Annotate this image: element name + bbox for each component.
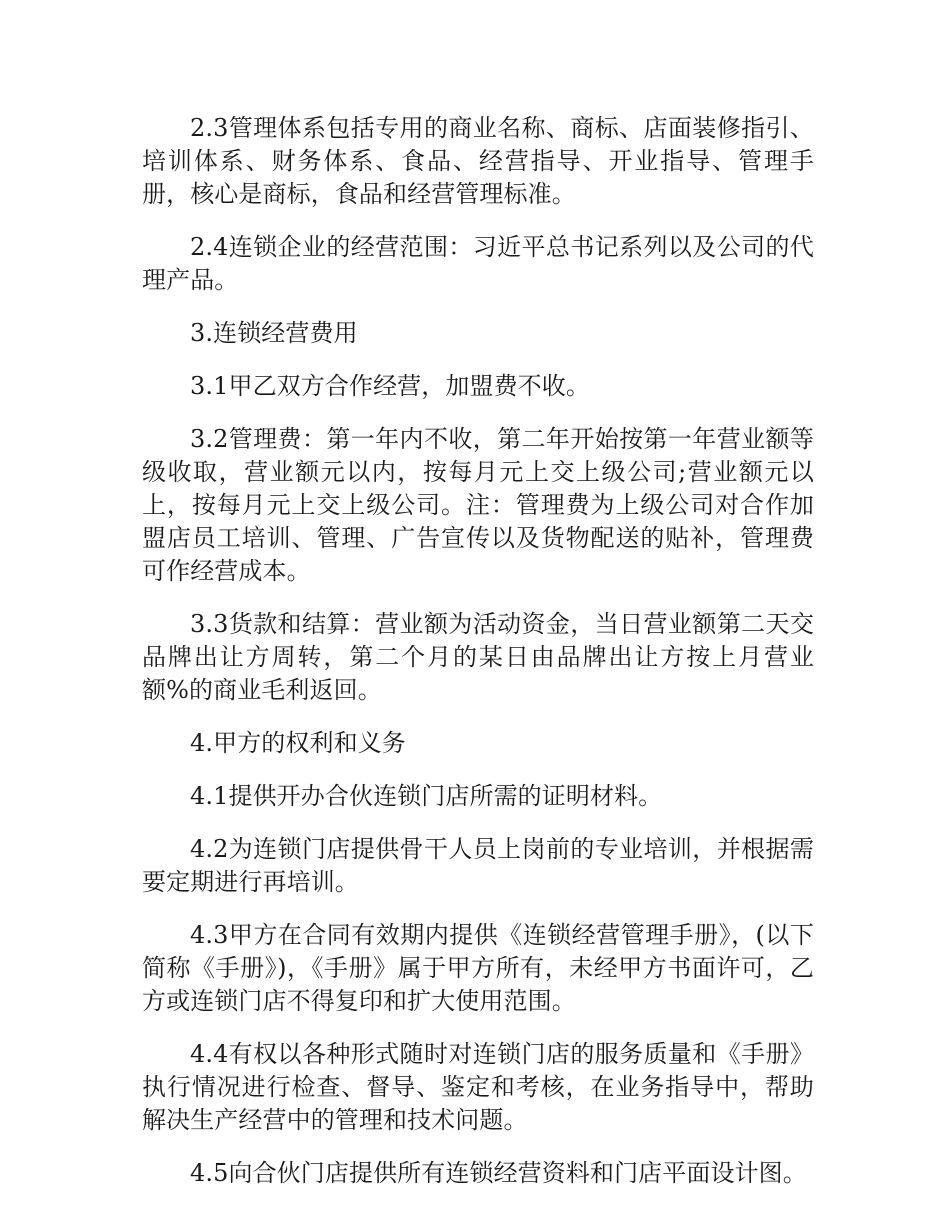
document-body	[142, 112, 814, 1210]
paragraph-4-5: 4.5向合伙门店提供所有连锁经营资料和门店平面设计图。	[190, 1159, 807, 1187]
paragraph-4-4: 4.4有权以各种形式随时对连锁门店的服务质量和《手册》执行情况进行检查、督导、鉴定和考核，在业务指导中，帮助解决生产经营中的管理和技术问题。	[142, 1040, 814, 1134]
section-heading-4: 4.甲方的权利和义务	[190, 729, 406, 757]
paragraph-3-3: 3.3货款和结算：营业额为活动资金，当日营业额第二天交品牌出让方周转，第二个月的某日由品牌出让方按上月营业额%的商业毛利返回。	[142, 610, 814, 704]
paragraph-4-2: 4.2为连锁门店提供骨干人员上岗前的专业培训，并根据需要定期进行再培训。	[142, 835, 814, 896]
paragraph-3-1: 3.1甲乙双方合作经营，加盟费不收。	[190, 372, 590, 400]
paragraph-3-2: 3.2管理费：第一年内不收，第二年开始按第一年营业额等级收取，营业额元以内，按每月元上交上级公司;营业额元以上，按每月元上交上级公司。注：管理费为上级公司对合作加盟店员工培训、管理、广告宣传以及货物配送的贴补，管理费可作经营成本。	[142, 425, 814, 585]
paragraph-2-3: 2.3管理体系包括专用的商业名称、商标、店面装修指引、培训体系、财务体系、食品、经营指导、开业指导、管理手册，核心是商标，食品和经营管理标准。	[142, 114, 814, 208]
paragraph-4-3: 4.3甲方在合同有效期内提供《连锁经营管理手册》，(以下简称《手册》)，《手册》属于甲方所有，未经甲方书面许可，乙方或连锁门店不得复印和扩大使用范围。	[142, 921, 814, 1015]
paragraph-2-4: 2.4连锁企业的经营范围：习近平总书记系列以及公司的代理产品。	[142, 233, 814, 294]
paragraph-4-1: 4.1提供开办合伙连锁门店所需的证明材料。	[190, 782, 663, 810]
section-heading-3: 3.连锁经营费用	[190, 319, 358, 347]
